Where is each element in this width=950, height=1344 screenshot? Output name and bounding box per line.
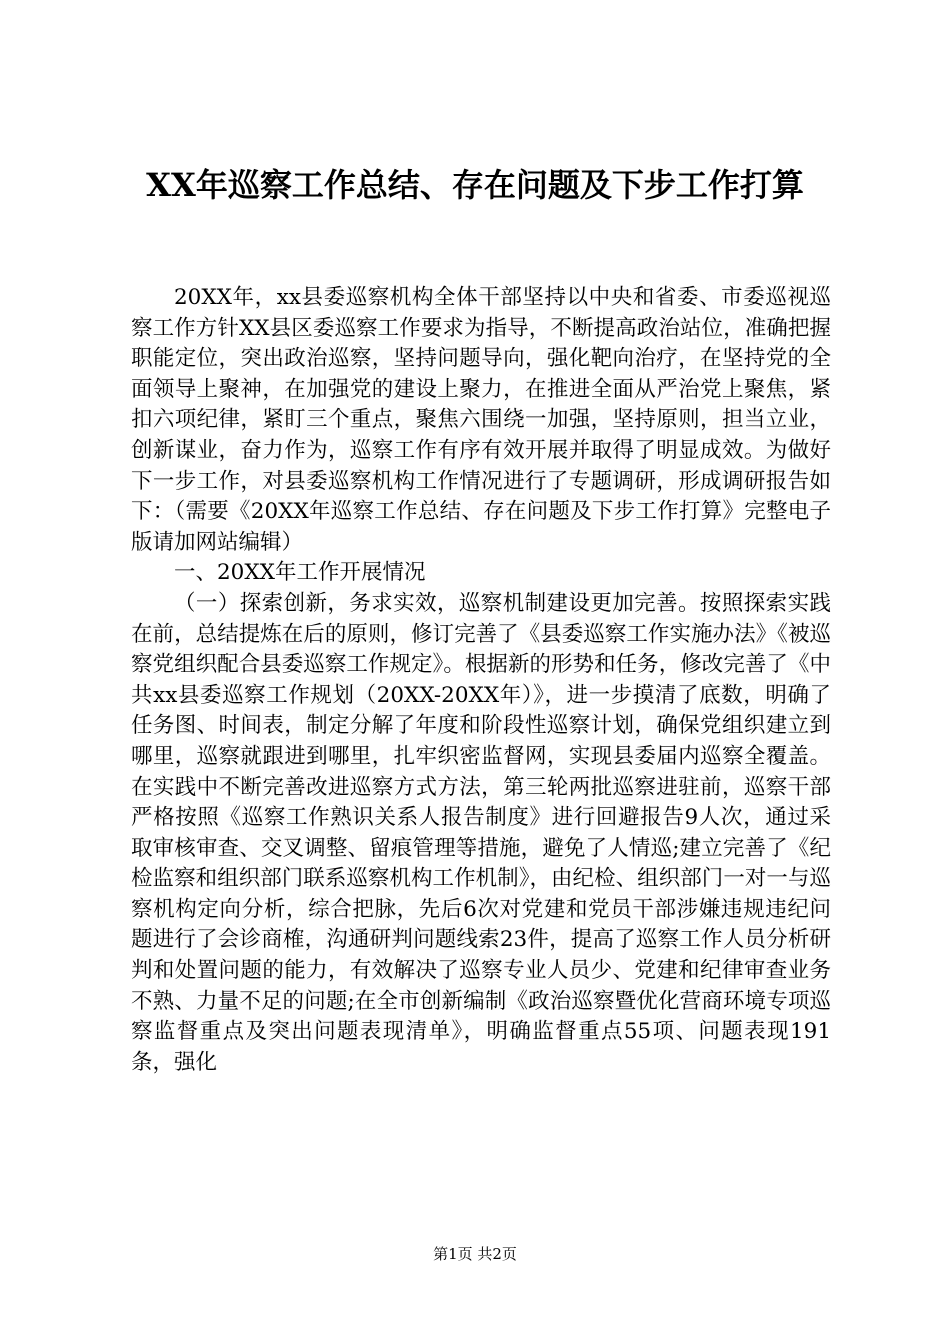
paragraph-section-1: （一）探索创新，务求实效，巡察机制建设更加完善。按照探索实践在前，总结提炼在后的原则，修订完善了《县委巡察工作实施办法》《被巡察党组织配合县委巡察工作规定》。根据新的形势和任务，修改完善了《中共xx县委巡察工作规划（20XX-20XX年）》，进一步摸清了底数，明确了任务图、时间表，制定分解了年度和阶段性巡察计划，确保党组织建立到哪里，巡察就跟进到哪里，扎牢织密监督网，实现县委届内巡察全覆盖。在实践中不断完善改进巡察方式方法，第三轮两批巡察进驻前，巡察干部严格按照《巡察工作熟识关系人报告制度》进行回避报告9人次，通过采取审核审查、交叉调整、留痕管理等措施，避免了人情巡;建立完善了《纪检监察和组织部门联系巡察机构工作机制》，由纪检、组织部门一对一与巡察机构定向分析，综合把脉，先后6次对党建和党员干部涉嫌违规违纪问题进行了会诊商榷，沟通研判问题线索23件，提高了巡察工作人员分析研判和处置问题的能力，有效解决了巡察专业人员少、党建和纪律审查业务不熟、力量不足的问题;在全市创新编制《政治巡察暨优化营商环境专项巡察监督重点及突出问题表现清单》，明确监督重点55项、问题表现191条，强化 <box>131 590 831 1075</box>
section-heading: 一、20XX年工作开展情况 <box>174 560 426 586</box>
page-number-footer: 第1页 共2页 <box>433 1245 517 1263</box>
document-body <box>131 283 831 1078</box>
document-title: XX年巡察工作总结、存在问题及下步工作打算 <box>146 166 804 204</box>
paragraph-intro: 20XX年，xx县委巡察机构全体干部坚持以中央和省委、市委巡视巡察工作方针XX县区委巡察工作要求为指导，不断提高政治站位，准确把握职能定位，突出政治巡察，坚持问题导向，强化靶向治疗，在坚持党的全面领导上聚神，在加强党的建设上聚力，在推进全面从严治党上聚焦，紧扣六项纪律，紧盯三个重点，聚焦六围绕一加强，坚持原则，担当立业，创新谋业，奋力作为，巡察工作有序有效开展并取得了明显成效。为做好下一步工作，对县委巡察机构工作情况进行了专题调研，形成调研报告如下：（需要《20XX年巡察工作总结、存在问题及下步工作打算》完整电子版请加网站编辑） <box>131 285 831 555</box>
